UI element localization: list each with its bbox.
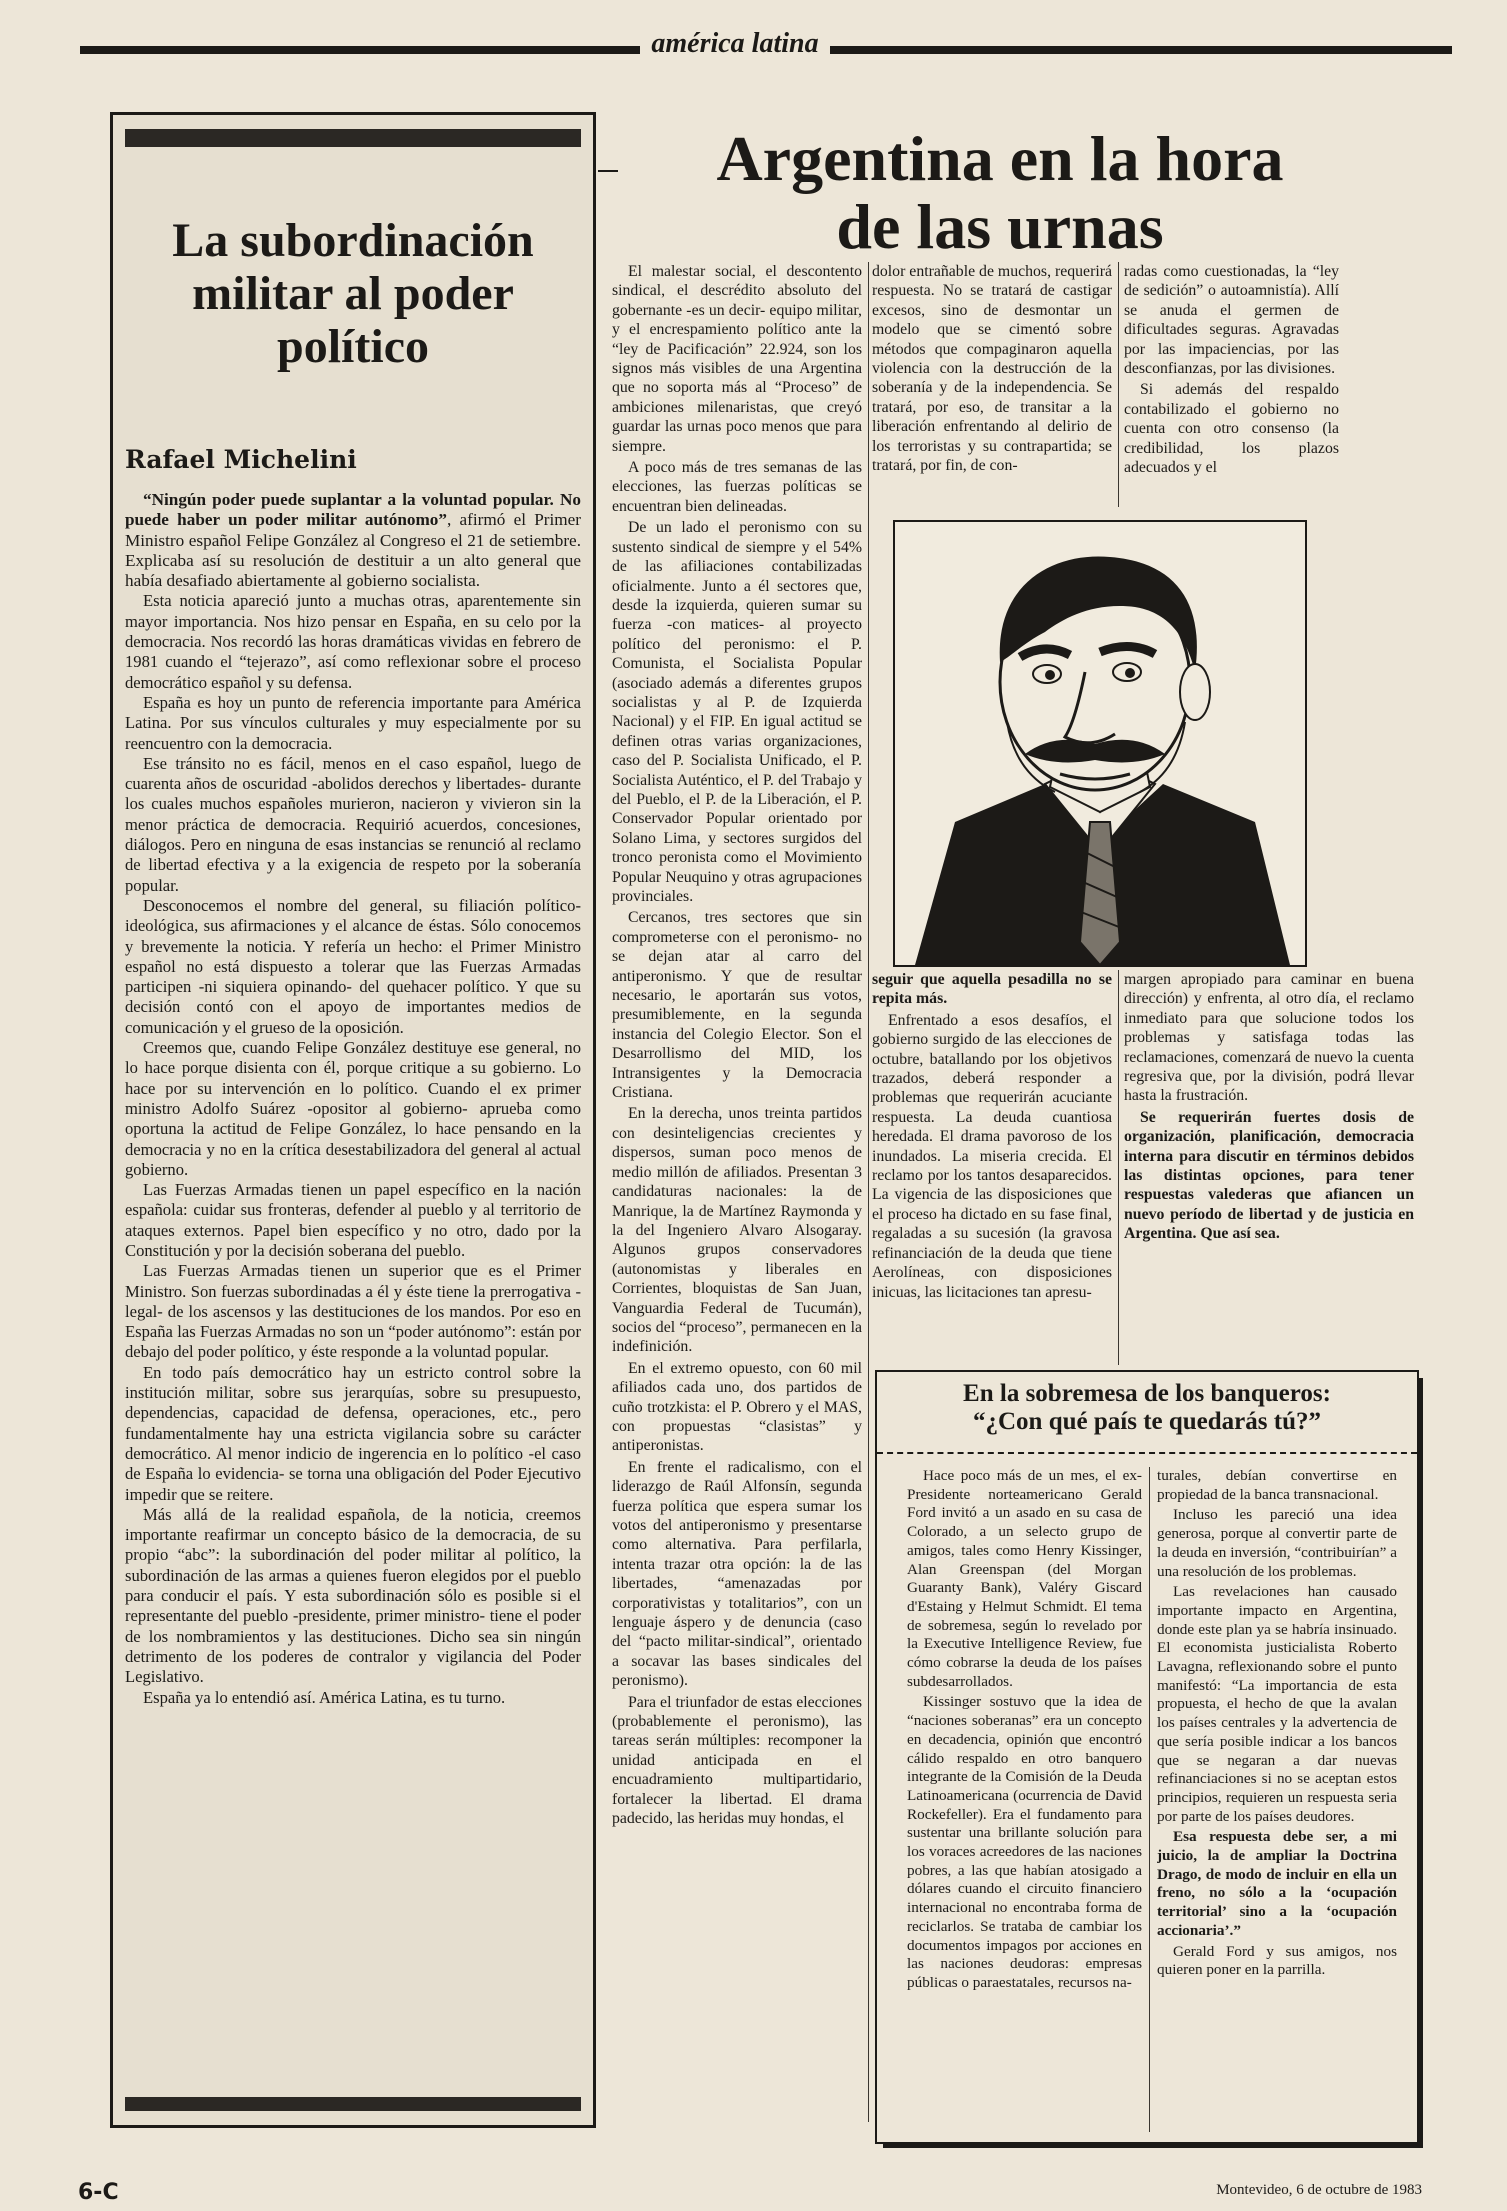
page-number: 6-C [78,2180,119,2205]
sub-title-rule [877,1452,1417,1454]
paragraph: España es hoy un punto de referencia importante para América Latina. Por sus vínculos culturales y muy especialmente por su reencuentro con la democracia. [125,692,581,753]
left-article-body [125,490,581,2115]
lead-rest: , afirmó el Primer Ministro español Felipe González al Congreso el 21 de setiembre. Explicaba así su resolución de destituir a un alto general que había desafiado abiertamente al gobierno socialista. [125,510,581,591]
paragraph: dolor entrañable de muchos, requerirá respuesta. No se tratará de castigar excesos, sino de desmontar un modelo que se cimentó sobre métodos que compaginaron aquella violencia con la destrucción de la soberanía y de la independencia. Se tratará, por eso, de transitar a la liberación enfrentando al delirio de los terroristas y su contrapartida; se tratará, por fin, de con- [872,263,1112,475]
paragraph: Más allá de la realidad española, de la noticia, creemos importante reafirmar un concepto básico de la democracia, de su propio “abc”: la subordinación del poder militar al político, la subordinación de las armas a quienes fueron elegidos por el pueblo para conducir el país. Y esta subordinación sólo es posible si el representante del pueblo -presidente, primer ministro- tiene el poder de los nombramientos y las destituciones. Dicho sea sin ningún detrimento de los poderes de contralor y vigilancia del Poder Legislativo. [125,1504,581,1687]
left-article-title: La subordinación militar al poder político [172,214,534,373]
paragraph: Para el triunfador de estas elecciones (probablemente el peronismo), las tareas serán múltiples: recomponer la unidad anticipada en el encuadramiento multipartidario, fortalecer la libertad. El drama padecido, las heridas muy hondas, el [612,1693,862,1828]
paragraph: radas como cuestionadas, la “ley de sedición” o autoamnistía). Allí se anuda el germen de dificultades seguras. Agravadas por las impaciencias, por las desconfianzas, por las divisiones. [1124,263,1339,378]
sub-title-line-2: “¿Con qué país te quedarás tú?” [973,1408,1321,1435]
portrait-icon [895,522,1305,965]
lead-quote: “Ningún poder puede suplantar a la voluntad popular. No puede haber un poder militar autónomo” [125,490,581,530]
box-bottom-bar [125,2097,581,2111]
sub-article-box [875,1370,1419,2144]
main-column-3-bottom [1124,970,1414,1365]
column-rule [868,262,869,2122]
main-column-3-top [1124,262,1339,507]
lead-paragraph [125,490,581,591]
paragraph: Esta noticia apareció junto a muchas otras, aparentemente sin mayor importancia. Nos hizo pensar en España, en su celo por la democracia. Nos recordó las horas dramáticas vividas en febrero de 1981 cuando el “tejerazo”, así como reflexionar sobre el proceso democrático español y su defensa. [125,591,581,692]
column-rule [1118,970,1119,1365]
paragraph: Cercanos, tres sectores que sin comprometerse con el peronismo- no se dejan atar al carro del antiperonismo. Y que de resultar necesario, le aportarán sus votos, presumiblemente, en la segunda instancia del Colegio Elector. Son el Desarrollismo del MID, los Intransigentes y la Democracia Cristiana. [612,909,862,1102]
main-headline [600,125,1400,262]
main-column-2-top [872,262,1112,507]
paragraph: Ese tránsito no es fácil, menos en el caso español, luego de cuarenta años de oscuridad -abolidos derechos y libertades- durante los cuales muchos españoles murieron, nacieron y vivieron sin la menor práctica de democracia. Requirió acuerdos, concesiones, diálogos. Pero en ninguna de esas instancias se renunció al reclamo de libertad efectiva y a la exigencia de respeto por la soberanía popular. [125,753,581,895]
box-top-bar [125,129,581,147]
issue-date: Montevideo, 6 de octubre de 1983 [1216,2182,1422,2198]
paragraph: En todo país democrático hay un estricto control sobre la institución militar, sobre sus jerarquías, sobre su presupuesto, dependencias, capacidad de defensa, operaciones, etc., pero fundamentalmente hay una estricta vigilancia sobre su carácter democrático. Al menor indicio de ingerencia en lo político -el caso de España lo evidencia- se torna una obligación del Poder Ejecutivo impedir que se reitere. [125,1362,581,1504]
sub-title-line-1: En la sobremesa de los banqueros: [963,1380,1331,1407]
paragraph: margen apropiado para caminar en buena dirección) y enfrenta, al otro día, el reclamo inmediato para que solucione todos los problemas y satisfaga todas las reclamaciones, comenzará de nuevo la cuenta regresiva que, por la división, podrá llevar hasta la frustración. [1124,971,1414,1105]
paragraph: A poco más de tres semanas de las elecciones, las fuerzas políticas se encuentran bien delineadas. [612,459,862,515]
headline-line-1: Argentina en la hora [716,123,1284,194]
sub-article-title [887,1380,1407,1436]
paragraph: Las Fuerzas Armadas tienen un papel específico en la nación española: cuidar sus fronteras, defender al pueblo y al territorio de ataques externos. Papel bien específico y no otro, dado por la Constitución y por la decisión soberana del pueblo. [125,1180,581,1260]
column-rule [1149,1467,1150,2132]
main-column-1 [612,262,862,2122]
paragraph: Incluso les pareció una idea generosa, porque al convertir parte de la deuda en inversión, “contribuirían” a una resolución de los problemas. [1157,1506,1397,1580]
paragraph: En frente el radicalismo, con el liderazgo de Raúl Alfonsín, segunda fuerza política que espera sumar los votos del antiperonismo y presentarse como alternativa. Para perfilarla, intenta trazar otra opción: la de las libertades, “amenazadas por corporativistas y totalitarios”, con un lenguaje áspero y de denuncia (caso del “pacto militar-sindical”, orientado a socavar las bases sindicales del peronismo). [612,1458,862,1690]
paragraph: seguir que aquella pesadilla no se repita más. [872,971,1112,1008]
paragraph: Si además del respaldo contabilizado el gobierno no cuenta con otro consenso (la credibilidad, los plazos adecuados y el [1124,381,1339,477]
paragraph: Esa respuesta debe ser, a mi juicio, la de ampliar la Doctrina Drago, de modo de incluir en ella un freno, no sólo a la ‘ocupación territorial’ sino a la ‘ocupación accionaria’.” [1157,1828,1397,1939]
main-column-2-bottom [872,970,1112,1365]
paragraph: Gerald Ford y sus amigos, nos quieren poner en la parrilla. [1157,1942,1397,1979]
paragraph: Enfrentado a esos desafíos, el gobierno surgido de las elecciones de octubre, batallando por los objetivos trazados, deberá responder a problemas que requerirán acuciante respuesta. La deuda cuantiosa heredada. El drama pavoroso de los inundados. La miseria crecida. El reclamo por los tantos desaparecidos. La vigencia de las disposiciones que el proceso ha dictado en su fase final, regaladas a su sucesión (la gravosa refinanciación de la deuda que tiene Aerolíneas, con disposiciones inicuas, las licitaciones tan apresu- [872,1011,1112,1301]
paragraph: En el extremo opuesto, con 60 mil afiliados cada uno, dos partidos de cuño trotzkista: el P. Obrero y el MAS, con propuestas “clasistas” y antiperonistas. [612,1359,862,1455]
section-label: américa latina [640,28,830,60]
byline: Rafael Michelini [125,445,357,474]
sub-column-2 [1157,1467,1397,2132]
paragraph: Kissinger sostuvo que la idea de “naciones soberanas” era un concepto en decadencia, opinión que encontró cálido respaldo en otro banquero integrante de la Comisión de la Deuda Latinoamericana (ocurrencia de David Rockefeller). Era el fundamento para sustentar una brillante solución para los voraces acreedores de las naciones pobres, a las que habían atosigado a dólares cuando el circuito financiero internacional no encontraba forma de reciclarlos. Se trataba de cambiar los documentos impagos por acciones en las naciones deudoras: empresas públicas o paraestatales, recursos na- [907,1693,1142,1991]
paragraph: Las revelaciones han causado importante impacto en Argentina, donde este plan ya se habría insinuado. El economista justicialista Roberto Lavagna, reflexionando sobre el punto manifestó: “La importancia de esta propuesta, el hecho de que la avalan los países centrales y la advertencia de que sería posible indicar a los bancos que se negaran a dar nuevas refinanciaciones si no se aceptan estos principios, requieren un respuesta seria por parte de los países deudores. [1157,1583,1397,1825]
paragraph: Desconocemos el nombre del general, su filiación político-ideológica, sus afirmaciones y el alcance de éstas. Sólo conocemos y brevemente la noticia. Y refería un hecho: el Primer Ministro español no está dispuesto a tolerar que las Fuerzas Armadas participen -ni siquiera opinando- del quehacer político. Y que su decisión contó con el apoyo de importantes medios de comunicación y el grueso de la oposición. [125,895,581,1037]
caricature-illustration [893,520,1307,967]
sub-column-1 [907,1467,1142,2132]
paragraph: turales, debían convertirse en propiedad de la banca transnacional. [1157,1467,1397,1503]
headline-line-2: de las urnas [836,191,1164,263]
paragraph: España ya lo entendió así. América Latina, es tu turno. [143,1687,506,1707]
paragraph: Hace poco más de un mes, el ex-Presidente norteamericano Gerald Ford invitó a un asado en su casa de Colorado, a un selecto grupo de amigos, tales como Henry Kissinger, Alan Greenspan (del Morgan Guaranty Bank), Valéry Giscard d'Estaing y Helmut Schmidt. El tema de sobremesa, según lo revelado por la Executive Intelligence Review, fue cómo cobrarse la deuda de los países subdesarrollados. [907,1467,1142,1690]
column-rule [1118,262,1119,507]
paragraph: Se requerirán fuertes dosis de organización, planificación, democracia interna para discutir en términos debidos las distintas opciones, para tener respuestas valederas que afiancen un nuevo período de libertad y de justicia en Argentina. Que así sea. [1124,1108,1414,1243]
paragraph: En la derecha, unos treinta partidos con desinteligencias crecientes y dispersos, suman poco menos de medio millón de afiliados. Presentan 3 candidaturas nacionales: la de Manrique, la de Martínez Raymonda y la del Ingeniero Alvaro Alsogaray. Algunos grupos conservadores (autonomistas y liberales en Corrientes, bloquistas de San Juan, Vanguardia Federal de Tucumán), socios del “proceso”, permanecen en la indefinición. [612,1105,862,1356]
paragraph: Creemos que, cuando Felipe González destituye ese general, no lo hace porque disienta con él, porque critique a su gobierno. Lo hace por su intervención en lo político. Cuando el ex primer ministro Adolfo Suárez -opositor al gobierno- aprueba como oportuna la actitud de Felipe González, lo hace pensando en la democracia y no en la crítica desestabilizadora del general al actual gobierno. [125,1038,581,1179]
paragraph: De un lado el peronismo con su sustento sindical de siempre y el 54% de las afiliaciones contabilizadas oficialmente. Junto a él sectores que, desde la izquierda, quieren sumar su fuerza -con matices- al proyecto político del peronismo: el P. Comunista, el Socialista Popular (asociado además a diferentes grupos socialistas y al P. de Izquierda Nacional) y el FIP. En igual actitud se definen otras varias organizaciones, caso del P. Socialista Unificado, el P. Socialista Auténtico, el P. del Trabajo y del Pueblo, el P. de la Liberación, el P. Conservador Popular orientado por Solano Lima, y sectores surgidos del tronco peronista como el Movimiento Popular Neuquino y otras agrupaciones provinciales. [612,519,862,905]
paragraph: Las Fuerzas Armadas tienen un superior que es el Primer Ministro. Son fuerzas subordinadas a él y éste tiene la prerrogativa -legal- de los ascensos y las destituciones de los mandos. Por eso en España las Fuerzas Armadas no son un “poder autónomo”: están por debajo del poder político, y éste responde a la voluntad popular. [125,1261,581,1362]
paragraph: El malestar social, el descontento sindical, el descrédito absoluto del gobernante -es un decir- equipo militar, y el encrespamiento político ante la “ley de Pacificación” 22.924, son los signos más visibles de una Argentina que no soporta más al “Proceso” de ambiciones milenaristas, que creyó guardar las urnas poco menos que para siempre. [612,263,862,455]
left-article-box [110,112,596,2128]
